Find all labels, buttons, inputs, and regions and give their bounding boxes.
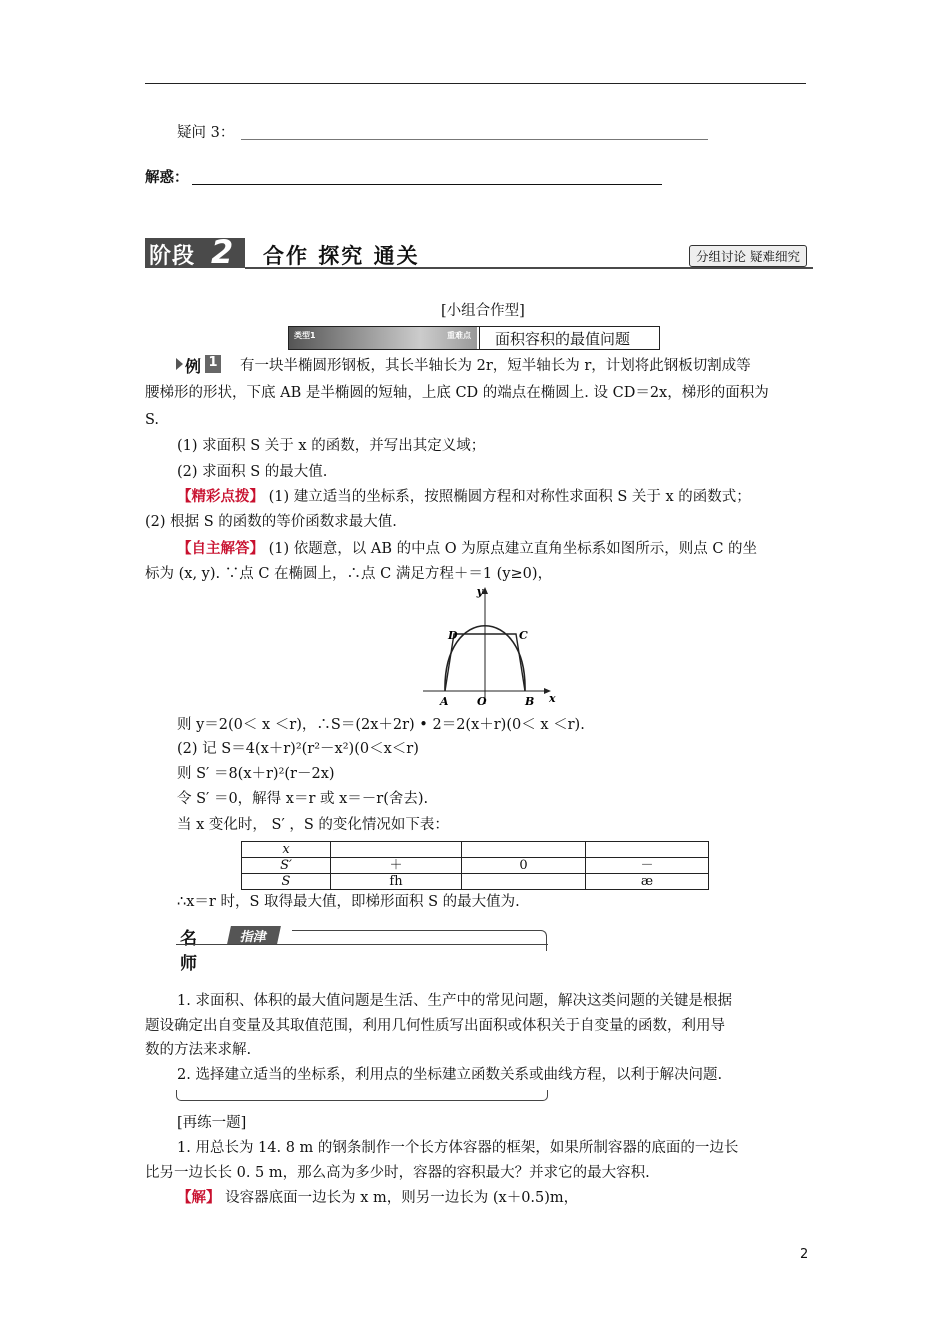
table-cell: [586, 842, 709, 858]
group-label: [小组合作型]: [441, 303, 525, 319]
doubt3-blank[interactable]: [241, 139, 708, 140]
table-cell: [462, 842, 586, 858]
solution-conclusion: ∴x＝r 时，S 取得最大值，即梯形面积 S 的最大值为.: [177, 894, 520, 910]
type-tag-2: 重难点: [447, 331, 471, 340]
tips-p1-line-1: 1. 求面积、体积的最大值问题是生活、生产中的常见问题，解决这类问题的关键是根据: [177, 993, 732, 1009]
answer-line-1: (1) 依题意，以 AB 的中点 O 为原点建立直角坐标系如图所示，则点 C 的坐: [264, 541, 758, 557]
variation-table: [241, 841, 709, 890]
example-line-3: S.: [145, 412, 160, 428]
table-row: [242, 874, 709, 890]
hint-line-1: (1) 建立适当的坐标系，按照椭圆方程和对称性求面积 S 关于 x 的函数式；: [264, 489, 751, 505]
solve-label: 解惑：: [145, 169, 189, 186]
type-tag: 类型1: [294, 331, 316, 340]
page-number: 2: [800, 1247, 809, 1262]
header-rule: [145, 83, 806, 84]
table-cell: S: [242, 874, 331, 890]
table-cell: S′: [242, 858, 331, 874]
stage-rule: [245, 267, 813, 269]
y-axis-label: y: [476, 585, 483, 598]
tips-bottom-frame: [176, 1090, 548, 1101]
hint-line-2: (2) 根据 S 的函数的等价函数求最大值.: [145, 514, 397, 530]
example-word: 例: [185, 357, 202, 376]
stage-tag: 分组讨论 疑难细究: [689, 245, 807, 267]
answer-label: 【自主解答】: [177, 540, 264, 557]
point-b-label: B: [525, 695, 535, 708]
type-box: [288, 326, 660, 350]
x-axis-label: x: [549, 692, 556, 705]
table-cell: fh: [331, 874, 462, 890]
tips-p1-line-3: 数的方法来求解.: [145, 1042, 252, 1058]
solution-line-5: 当 x 变化时， S′ ，S 的变化情况如下表：: [177, 817, 449, 833]
point-d-label: D: [448, 629, 458, 642]
point-a-label: A: [440, 695, 449, 708]
stage-number: 2: [211, 233, 234, 271]
table-cell: －: [586, 858, 709, 874]
type-separator: [479, 327, 480, 349]
example-number: 1: [205, 355, 221, 373]
type-title: 面积容积的最值问题: [495, 330, 631, 348]
table-cell: ＋: [331, 858, 462, 874]
practice-line-2: 比另一边长长 0. 5 m，那么高为多少时，容器的容积最大？并求它的最大容积.: [145, 1165, 650, 1181]
stage-label: 阶段: [149, 244, 196, 269]
tips-head-badge: 指津: [227, 926, 281, 944]
table-row: [242, 842, 709, 858]
tips-p1-line-2: 题设确定出自变量及其取值范围，利用几何性质写出面积或体积关于自变量的函数，利用导: [145, 1018, 725, 1034]
hint-label: 【精彩点拨】: [177, 488, 264, 505]
practice-solution-label: 【解】: [177, 1189, 221, 1206]
tips-p2: 2. 选择建立适当的坐标系，利用点的坐标建立函数关系或曲线方程，以利于解决问题.: [177, 1067, 723, 1083]
table-cell: [462, 874, 586, 890]
stage-title: 合作 探究 通关: [263, 244, 420, 268]
solution-line-2: (2) 记 S＝4(x＋r)²(r²－x²)(0＜x＜r): [177, 741, 419, 757]
point-c-label: C: [519, 629, 528, 642]
tips-head-word: 名师: [180, 929, 197, 974]
practice-label: [再练一题]: [177, 1115, 247, 1131]
table-cell: 0: [462, 858, 586, 874]
answer-line-2: 标为 (x, y). ∵点 C 在椭圆上，∴点 C 满足方程＋＝1 (y≥0)，: [145, 566, 553, 582]
tips-top-frame: [292, 930, 547, 951]
ellipse-figure: [415, 584, 565, 712]
doubt3-label: 疑问 3：: [177, 125, 235, 141]
example-line-1: 有一块半椭圆形钢板，其长半轴长为 2r，短半轴长为 r，计划将此钢板切割成等: [240, 358, 751, 374]
practice-line-1: 1. 用总长为 14. 8 m 的钢条制作一个长方体容器的框架，如果所制容器的底面的一边长: [177, 1140, 739, 1156]
table-cell: x: [242, 842, 331, 858]
point-o-label: O: [477, 695, 487, 708]
practice-solution-line: 设容器底面一边长为 x m，则另一边长为 (x＋0.5)m，: [220, 1190, 579, 1206]
table-cell: [331, 842, 462, 858]
solution-line-3: 则 S′ ＝8(x＋r)²(r－2x): [177, 766, 335, 782]
stage-banner: [145, 233, 813, 271]
table-cell: æ: [586, 874, 709, 890]
question-1: (1) 求面积 S 关于 x 的函数，并写出其定义域；: [177, 438, 486, 454]
example-marker: [176, 354, 226, 374]
solve-blank[interactable]: [192, 184, 662, 185]
question-2: (2) 求面积 S 的最大值.: [177, 464, 328, 480]
example-line-2: 腰梯形的形状，下底 AB 是半椭圆的短轴，上底 CD 的端点在椭圆上. 设 CD＝2x，梯形的面积为: [145, 385, 769, 401]
triangle-icon: [176, 358, 183, 370]
solution-line-1: 则 y＝2(0＜ x ＜r)，∴S＝(2x＋2r) • 2＝2(x＋r)(0＜ x ＜r).: [177, 717, 585, 733]
solution-line-4: 令 S′ ＝0，解得 x＝r 或 x＝－r(舍去).: [177, 791, 429, 807]
table-row: [242, 858, 709, 874]
